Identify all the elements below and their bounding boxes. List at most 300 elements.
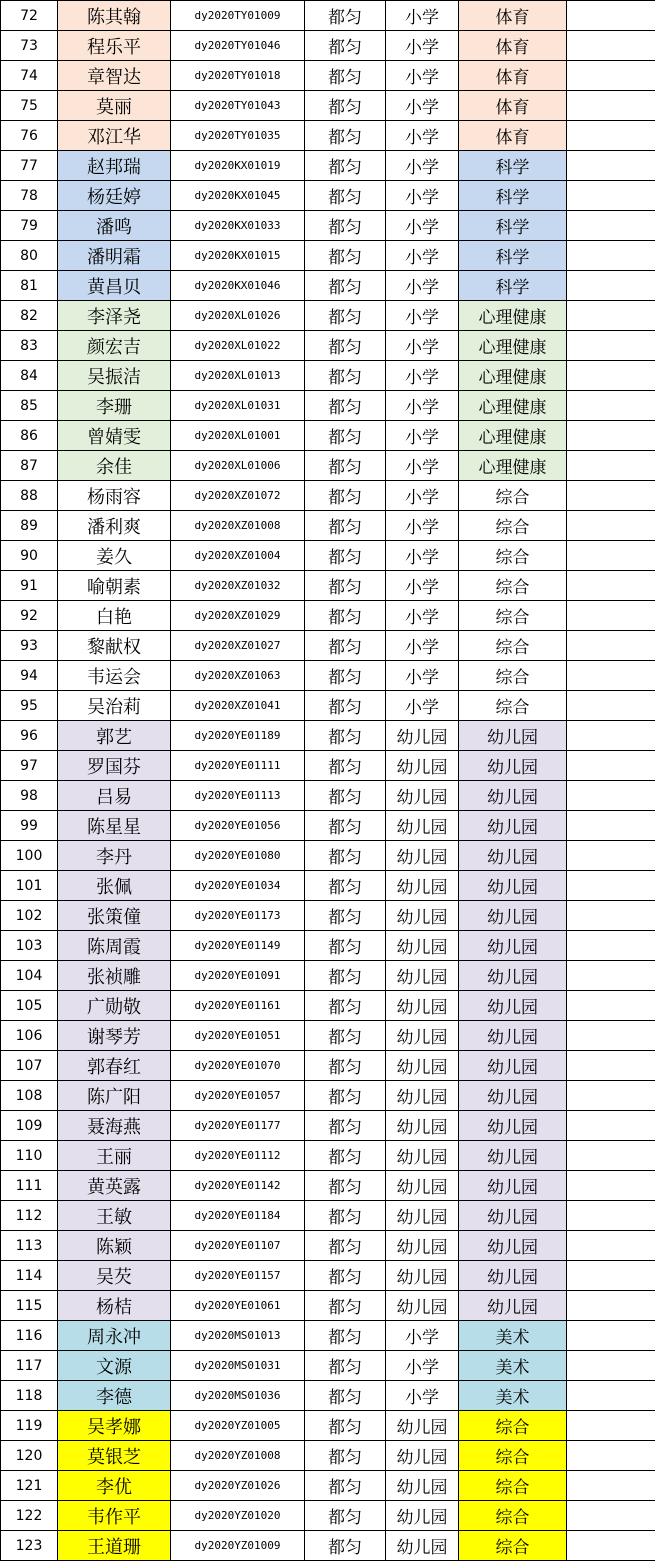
table-row <box>1 751 655 781</box>
cell-empty <box>567 451 655 481</box>
cell-code: dy2020XZ01072 <box>171 481 305 511</box>
cell-empty <box>567 931 655 961</box>
cell-name: 陈颖 <box>58 1231 171 1261</box>
cell-empty <box>567 391 655 421</box>
table-row <box>1 1441 655 1471</box>
table-row <box>1 301 655 331</box>
cell-number: 118 <box>1 1381 58 1411</box>
cell-city: 都匀 <box>305 1351 386 1381</box>
cell-name: 陈周霞 <box>58 931 171 961</box>
cell-number: 111 <box>1 1171 58 1201</box>
cell-stage: 小学 <box>386 541 459 571</box>
cell-number: 119 <box>1 1411 58 1441</box>
cell-stage: 幼儿园 <box>386 1531 459 1561</box>
cell-number: 85 <box>1 391 58 421</box>
cell-stage: 小学 <box>386 151 459 181</box>
cell-stage: 幼儿园 <box>386 931 459 961</box>
cell-code: dy2020KX01019 <box>171 151 305 181</box>
cell-city: 都匀 <box>305 631 386 661</box>
cell-stage: 小学 <box>386 271 459 301</box>
cell-code: dy2020KX01015 <box>171 241 305 271</box>
cell-number: 91 <box>1 571 58 601</box>
cell-code: dy2020MS01013 <box>171 1321 305 1351</box>
cell-city: 都匀 <box>305 1411 386 1441</box>
cell-empty <box>567 1081 655 1111</box>
cell-empty <box>567 1231 655 1261</box>
cell-number: 107 <box>1 1051 58 1081</box>
cell-number: 123 <box>1 1531 58 1561</box>
cell-name: 潘明霜 <box>58 241 171 271</box>
cell-stage: 小学 <box>386 1321 459 1351</box>
cell-code: dy2020YE01149 <box>171 931 305 961</box>
cell-code: dy2020YZ01020 <box>171 1501 305 1531</box>
cell-city: 都匀 <box>305 841 386 871</box>
table-row <box>1 61 655 91</box>
cell-city: 都匀 <box>305 601 386 631</box>
cell-number: 99 <box>1 811 58 841</box>
cell-stage: 小学 <box>386 1351 459 1381</box>
cell-subject: 美术 <box>459 1381 567 1411</box>
cell-city: 都匀 <box>305 871 386 901</box>
cell-stage: 小学 <box>386 421 459 451</box>
cell-number: 81 <box>1 271 58 301</box>
cell-stage: 小学 <box>386 181 459 211</box>
cell-empty <box>567 1381 655 1411</box>
cell-stage: 小学 <box>386 121 459 151</box>
table-row <box>1 1531 655 1561</box>
cell-number: 116 <box>1 1321 58 1351</box>
table-row <box>1 1261 655 1291</box>
cell-number: 74 <box>1 61 58 91</box>
cell-name: 郭艺 <box>58 721 171 751</box>
table-row <box>1 841 655 871</box>
cell-number: 108 <box>1 1081 58 1111</box>
cell-stage: 小学 <box>386 31 459 61</box>
cell-city: 都匀 <box>305 691 386 721</box>
cell-subject: 综合 <box>459 1531 567 1561</box>
cell-city: 都匀 <box>305 301 386 331</box>
cell-code: dy2020XZ01027 <box>171 631 305 661</box>
table-row <box>1 871 655 901</box>
cell-stage: 小学 <box>386 1 459 31</box>
cell-code: dy2020XL01013 <box>171 361 305 391</box>
cell-subject: 心理健康 <box>459 421 567 451</box>
cell-name: 王丽 <box>58 1141 171 1171</box>
cell-subject: 幼儿园 <box>459 961 567 991</box>
table-row <box>1 1291 655 1321</box>
cell-city: 都匀 <box>305 1381 386 1411</box>
cell-name: 潘鸣 <box>58 211 171 241</box>
cell-name: 陈广阳 <box>58 1081 171 1111</box>
table-row <box>1 391 655 421</box>
cell-city: 都匀 <box>305 211 386 241</box>
cell-name: 陈其翰 <box>58 1 171 31</box>
table-row <box>1 271 655 301</box>
cell-city: 都匀 <box>305 721 386 751</box>
cell-number: 106 <box>1 1021 58 1051</box>
table-row <box>1 451 655 481</box>
cell-empty <box>567 91 655 121</box>
cell-name: 白艳 <box>58 601 171 631</box>
cell-number: 84 <box>1 361 58 391</box>
cell-stage: 小学 <box>386 211 459 241</box>
cell-empty <box>567 961 655 991</box>
cell-stage: 幼儿园 <box>386 961 459 991</box>
cell-number: 114 <box>1 1261 58 1291</box>
cell-code: dy2020YE01161 <box>171 991 305 1021</box>
cell-stage: 小学 <box>386 631 459 661</box>
cell-name: 王敏 <box>58 1201 171 1231</box>
cell-subject: 美术 <box>459 1351 567 1381</box>
cell-city: 都匀 <box>305 451 386 481</box>
cell-city: 都匀 <box>305 571 386 601</box>
cell-subject: 体育 <box>459 31 567 61</box>
cell-code: dy2020YZ01008 <box>171 1441 305 1471</box>
cell-name: 李珊 <box>58 391 171 421</box>
cell-name: 余佳 <box>58 451 171 481</box>
cell-name: 喻朝素 <box>58 571 171 601</box>
table-row <box>1 961 655 991</box>
cell-subject: 心理健康 <box>459 361 567 391</box>
cell-empty <box>567 31 655 61</box>
table-row <box>1 1321 655 1351</box>
cell-stage: 小学 <box>386 451 459 481</box>
cell-empty <box>567 1531 655 1561</box>
cell-city: 都匀 <box>305 1111 386 1141</box>
cell-subject: 幼儿园 <box>459 871 567 901</box>
table-row <box>1 1411 655 1441</box>
cell-subject: 幼儿园 <box>459 1231 567 1261</box>
cell-stage: 幼儿园 <box>386 1471 459 1501</box>
cell-number: 93 <box>1 631 58 661</box>
cell-code: dy2020YE01091 <box>171 961 305 991</box>
table-row <box>1 1231 655 1261</box>
cell-stage: 幼儿园 <box>386 721 459 751</box>
cell-stage: 小学 <box>386 481 459 511</box>
cell-city: 都匀 <box>305 1231 386 1261</box>
cell-name: 曾婧雯 <box>58 421 171 451</box>
cell-number: 115 <box>1 1291 58 1321</box>
cell-city: 都匀 <box>305 1261 386 1291</box>
cell-empty <box>567 181 655 211</box>
cell-empty <box>567 1021 655 1051</box>
cell-stage: 小学 <box>386 91 459 121</box>
cell-subject: 综合 <box>459 1411 567 1441</box>
cell-city: 都匀 <box>305 1531 386 1561</box>
table-row <box>1 241 655 271</box>
table-row <box>1 121 655 151</box>
cell-empty <box>567 721 655 751</box>
cell-number: 110 <box>1 1141 58 1171</box>
cell-city: 都匀 <box>305 1441 386 1471</box>
cell-name: 李泽尧 <box>58 301 171 331</box>
cell-empty <box>567 1321 655 1351</box>
cell-code: dy2020XL01006 <box>171 451 305 481</box>
cell-city: 都匀 <box>305 151 386 181</box>
cell-empty <box>567 151 655 181</box>
cell-name: 张策僮 <box>58 901 171 931</box>
cell-subject: 综合 <box>459 1501 567 1531</box>
cell-stage: 幼儿园 <box>386 871 459 901</box>
cell-number: 101 <box>1 871 58 901</box>
cell-number: 121 <box>1 1471 58 1501</box>
cell-name: 谢琴芳 <box>58 1021 171 1051</box>
cell-stage: 小学 <box>386 661 459 691</box>
cell-empty <box>567 1111 655 1141</box>
cell-number: 117 <box>1 1351 58 1381</box>
cell-stage: 幼儿园 <box>386 901 459 931</box>
cell-stage: 幼儿园 <box>386 1441 459 1471</box>
cell-subject: 幼儿园 <box>459 1081 567 1111</box>
cell-name: 韦作平 <box>58 1501 171 1531</box>
cell-name: 吴芡 <box>58 1261 171 1291</box>
cell-empty <box>567 1051 655 1081</box>
table-row <box>1 481 655 511</box>
cell-empty <box>567 811 655 841</box>
cell-stage: 幼儿园 <box>386 1501 459 1531</box>
cell-subject: 科学 <box>459 271 567 301</box>
cell-subject: 心理健康 <box>459 301 567 331</box>
table-row <box>1 1201 655 1231</box>
cell-subject: 心理健康 <box>459 391 567 421</box>
table-row <box>1 931 655 961</box>
cell-name: 张祯雕 <box>58 961 171 991</box>
cell-stage: 小学 <box>386 571 459 601</box>
cell-subject: 幼儿园 <box>459 1051 567 1081</box>
table-row <box>1 511 655 541</box>
cell-city: 都匀 <box>305 241 386 271</box>
cell-city: 都匀 <box>305 901 386 931</box>
cell-code: dy2020XL01026 <box>171 301 305 331</box>
cell-number: 103 <box>1 931 58 961</box>
cell-number: 97 <box>1 751 58 781</box>
cell-city: 都匀 <box>305 91 386 121</box>
cell-number: 76 <box>1 121 58 151</box>
table-row <box>1 211 655 241</box>
cell-stage: 幼儿园 <box>386 1111 459 1141</box>
cell-code: dy2020YE01057 <box>171 1081 305 1111</box>
cell-name: 姜久 <box>58 541 171 571</box>
cell-empty <box>567 241 655 271</box>
table-row <box>1 1171 655 1201</box>
cell-city: 都匀 <box>305 991 386 1021</box>
cell-subject: 幼儿园 <box>459 1171 567 1201</box>
cell-code: dy2020TY01018 <box>171 61 305 91</box>
cell-city: 都匀 <box>305 751 386 781</box>
table-row <box>1 361 655 391</box>
cell-code: dy2020YE01189 <box>171 721 305 751</box>
cell-subject: 体育 <box>459 61 567 91</box>
cell-code: dy2020YE01070 <box>171 1051 305 1081</box>
cell-subject: 体育 <box>459 91 567 121</box>
cell-city: 都匀 <box>305 1321 386 1351</box>
cell-subject: 幼儿园 <box>459 991 567 1021</box>
cell-city: 都匀 <box>305 421 386 451</box>
cell-city: 都匀 <box>305 61 386 91</box>
cell-number: 104 <box>1 961 58 991</box>
table-row <box>1 661 655 691</box>
cell-number: 86 <box>1 421 58 451</box>
cell-stage: 小学 <box>386 511 459 541</box>
cell-city: 都匀 <box>305 1051 386 1081</box>
cell-empty <box>567 211 655 241</box>
cell-city: 都匀 <box>305 1171 386 1201</box>
cell-number: 94 <box>1 661 58 691</box>
cell-name: 颜宏吉 <box>58 331 171 361</box>
cell-empty <box>567 61 655 91</box>
cell-number: 95 <box>1 691 58 721</box>
cell-subject: 综合 <box>459 1471 567 1501</box>
cell-subject: 综合 <box>459 691 567 721</box>
cell-subject: 心理健康 <box>459 331 567 361</box>
cell-city: 都匀 <box>305 121 386 151</box>
cell-subject: 综合 <box>459 661 567 691</box>
cell-number: 82 <box>1 301 58 331</box>
cell-empty <box>567 661 655 691</box>
cell-code: dy2020XZ01008 <box>171 511 305 541</box>
cell-subject: 幼儿园 <box>459 721 567 751</box>
cell-subject: 幼儿园 <box>459 1021 567 1051</box>
cell-number: 77 <box>1 151 58 181</box>
cell-empty <box>567 331 655 361</box>
cell-empty <box>567 1261 655 1291</box>
cell-name: 莫丽 <box>58 91 171 121</box>
cell-code: dy2020XZ01004 <box>171 541 305 571</box>
cell-code: dy2020KX01033 <box>171 211 305 241</box>
cell-empty <box>567 691 655 721</box>
cell-name: 章智达 <box>58 61 171 91</box>
table-row <box>1 811 655 841</box>
cell-code: dy2020TY01009 <box>171 1 305 31</box>
table-row <box>1 91 655 121</box>
cell-city: 都匀 <box>305 181 386 211</box>
cell-number: 83 <box>1 331 58 361</box>
cell-number: 96 <box>1 721 58 751</box>
cell-code: dy2020TY01035 <box>171 121 305 151</box>
cell-name: 张佩 <box>58 871 171 901</box>
cell-city: 都匀 <box>305 781 386 811</box>
cell-stage: 小学 <box>386 391 459 421</box>
cell-city: 都匀 <box>305 1501 386 1531</box>
cell-number: 120 <box>1 1441 58 1471</box>
cell-stage: 幼儿园 <box>386 1231 459 1261</box>
cell-subject: 体育 <box>459 1 567 31</box>
cell-empty <box>567 541 655 571</box>
cell-subject: 美术 <box>459 1321 567 1351</box>
cell-name: 郭春红 <box>58 1051 171 1081</box>
cell-number: 87 <box>1 451 58 481</box>
cell-stage: 小学 <box>386 331 459 361</box>
table-row <box>1 151 655 181</box>
cell-name: 吴振洁 <box>58 361 171 391</box>
cell-stage: 幼儿园 <box>386 1411 459 1441</box>
cell-empty <box>567 631 655 661</box>
cell-name: 黄昌贝 <box>58 271 171 301</box>
table-row <box>1 781 655 811</box>
cell-subject: 综合 <box>459 541 567 571</box>
cell-stage: 小学 <box>386 241 459 271</box>
cell-subject: 综合 <box>459 631 567 661</box>
cell-empty <box>567 1201 655 1231</box>
cell-number: 73 <box>1 31 58 61</box>
cell-subject: 心理健康 <box>459 451 567 481</box>
cell-stage: 小学 <box>386 1381 459 1411</box>
cell-code: dy2020YE01056 <box>171 811 305 841</box>
cell-code: dy2020YE01051 <box>171 1021 305 1051</box>
cell-number: 80 <box>1 241 58 271</box>
cell-empty <box>567 841 655 871</box>
cell-subject: 幼儿园 <box>459 781 567 811</box>
cell-stage: 幼儿园 <box>386 1261 459 1291</box>
cell-number: 78 <box>1 181 58 211</box>
cell-name: 罗国芬 <box>58 751 171 781</box>
cell-number: 113 <box>1 1231 58 1261</box>
cell-code: dy2020YE01173 <box>171 901 305 931</box>
cell-stage: 幼儿园 <box>386 1171 459 1201</box>
cell-empty <box>567 1 655 31</box>
cell-number: 90 <box>1 541 58 571</box>
table-row <box>1 421 655 451</box>
cell-stage: 幼儿园 <box>386 991 459 1021</box>
cell-name: 杨桔 <box>58 1291 171 1321</box>
cell-code: dy2020TY01043 <box>171 91 305 121</box>
cell-code: dy2020YE01113 <box>171 781 305 811</box>
cell-name: 潘利爽 <box>58 511 171 541</box>
cell-stage: 幼儿园 <box>386 1021 459 1051</box>
cell-subject: 幼儿园 <box>459 751 567 781</box>
cell-subject: 体育 <box>459 121 567 151</box>
cell-code: dy2020XZ01029 <box>171 601 305 631</box>
cell-subject: 幼儿园 <box>459 1261 567 1291</box>
cell-city: 都匀 <box>305 961 386 991</box>
cell-city: 都匀 <box>305 1 386 31</box>
cell-empty <box>567 1441 655 1471</box>
cell-empty <box>567 781 655 811</box>
cell-name: 吴治莉 <box>58 691 171 721</box>
cell-subject: 幼儿园 <box>459 1201 567 1231</box>
cell-empty <box>567 271 655 301</box>
table-row <box>1 631 655 661</box>
cell-empty <box>567 571 655 601</box>
cell-name: 黄英露 <box>58 1171 171 1201</box>
cell-subject: 综合 <box>459 511 567 541</box>
cell-subject: 幼儿园 <box>459 1291 567 1321</box>
cell-code: dy2020YZ01005 <box>171 1411 305 1441</box>
table-row <box>1 1021 655 1051</box>
cell-code: dy2020YE01112 <box>171 1141 305 1171</box>
cell-subject: 科学 <box>459 151 567 181</box>
table-row <box>1 1111 655 1141</box>
cell-name: 程乐平 <box>58 31 171 61</box>
cell-name: 聂海燕 <box>58 1111 171 1141</box>
table-row <box>1 1381 655 1411</box>
cell-city: 都匀 <box>305 661 386 691</box>
cell-subject: 科学 <box>459 181 567 211</box>
cell-city: 都匀 <box>305 1291 386 1321</box>
cell-name: 李优 <box>58 1471 171 1501</box>
cell-empty <box>567 361 655 391</box>
cell-empty <box>567 1351 655 1381</box>
cell-city: 都匀 <box>305 1471 386 1501</box>
cell-city: 都匀 <box>305 541 386 571</box>
cell-subject: 幼儿园 <box>459 1111 567 1141</box>
cell-code: dy2020YE01107 <box>171 1231 305 1261</box>
cell-city: 都匀 <box>305 271 386 301</box>
cell-code: dy2020TY01046 <box>171 31 305 61</box>
cell-empty <box>567 481 655 511</box>
cell-subject: 综合 <box>459 481 567 511</box>
cell-subject: 幼儿园 <box>459 901 567 931</box>
